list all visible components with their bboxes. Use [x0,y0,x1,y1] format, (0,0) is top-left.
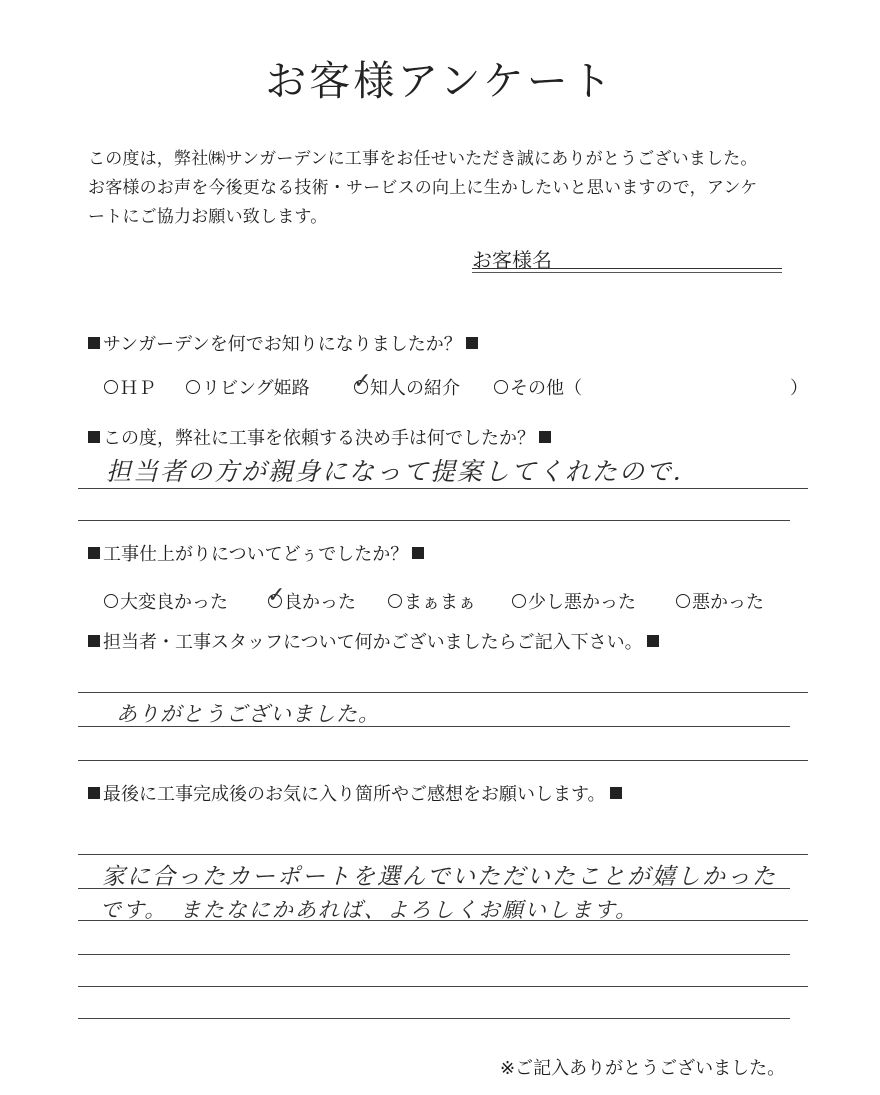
question-3 [88,540,424,566]
square-bullet-icon [412,547,424,559]
intro-line-2: お客様のお声を今後更なる技術・サービスの向上に生かしたいと思いますので，アンケ [88,178,758,198]
q1-option-living-himeji[interactable]: リビング姫路 [186,374,310,400]
page-title: お客様アンケート [265,57,615,105]
square-bullet-icon [466,337,478,349]
customer-name-underline-2 [472,272,782,273]
radio-circle-icon [104,380,118,394]
q4-answer-line-2 [78,726,790,727]
radio-circle-icon [494,380,508,394]
square-bullet-icon [88,787,100,799]
q5-answer-line-2-text: です。 またなにかあれば、よろしくお願いします。 [100,898,639,922]
checkmark-icon: ✓ [353,369,372,394]
radio-circle-icon [676,594,690,608]
q5-answer-line-1 [78,854,808,855]
question-1-text: サンガーデンを何でお知りになりましたか？ [103,334,462,355]
q3-option-a-bit-bad[interactable]: 少し悪かった [512,588,636,614]
question-4-text: 担当者・工事スタッフについて何かございましたらご記入下さい。 [103,632,643,653]
q2-answer: 担当者の方が親身になって提案してくれたので． [106,457,700,486]
square-bullet-icon [88,547,100,559]
q2-answer-line-2 [78,520,790,521]
customer-name-underline [472,268,782,269]
q3-option-very-good[interactable]: 大変良かった [104,588,228,614]
q1-option-referral[interactable]: ✓ 知人の紹介 [353,369,460,399]
intro-line-3: ートにご協力お願い致します。 [88,207,328,227]
checkmark-icon: ✓ [267,583,286,608]
intro-line-1: この度は，弊社㈱サンガーデンに工事をお任せいただき誠にありがとうございました。 [88,149,758,169]
q5-answer-line-6 [78,1018,790,1019]
question-5-text: 最後に工事完成後のお気に入り箇所やご感想をお願いします。 [103,784,606,805]
q5-answer-line-2 [78,888,790,889]
square-bullet-icon [539,431,551,443]
radio-circle-icon [104,594,118,608]
square-bullet-icon [88,431,100,443]
question-1 [88,330,478,356]
q3-option-so-so[interactable]: まぁまぁ [388,588,476,614]
radio-circle-icon [388,594,402,608]
q4-answer: ありがとうございました。 [116,702,380,726]
question-4 [88,628,659,654]
q4-answer-line-1 [78,692,808,693]
question-2-text: この度，弊社に工事を依頼する決め手は何でしたか？ [103,428,535,449]
square-bullet-icon [88,635,100,647]
square-bullet-icon [610,787,622,799]
q4-answer-line-3 [78,760,808,761]
q5-answer-line-4 [78,954,790,955]
radio-circle-icon [512,594,526,608]
square-bullet-icon [88,337,100,349]
square-bullet-icon [647,635,659,647]
q3-option-bad[interactable]: 悪かった [676,588,764,614]
q1-option-hp[interactable]: ＨＰ [104,374,156,400]
radio-circle-icon [267,583,286,608]
q1-option-other[interactable]: その他（ [494,374,582,400]
question-2 [88,424,551,450]
q2-answer-line-1 [78,488,808,489]
q5-answer-line-1-text: 家に合ったカーポートを選んでいただいたことが嬉しかった [102,864,777,890]
radio-circle-icon [186,380,200,394]
q1-other-close: ） [790,378,808,399]
q5-answer-line-5 [78,986,808,987]
question-5 [88,780,622,806]
radio-circle-icon [353,369,372,394]
footer-thanks: ※ご記入ありがとうございました。 [500,1058,786,1079]
question-3-text: 工事仕上がりについてどぅでしたか？ [103,544,409,565]
q5-answer-line-3 [78,920,808,921]
q3-option-good[interactable]: ✓ 良かった [267,583,356,613]
customer-name-label: お客様名 [472,248,552,272]
